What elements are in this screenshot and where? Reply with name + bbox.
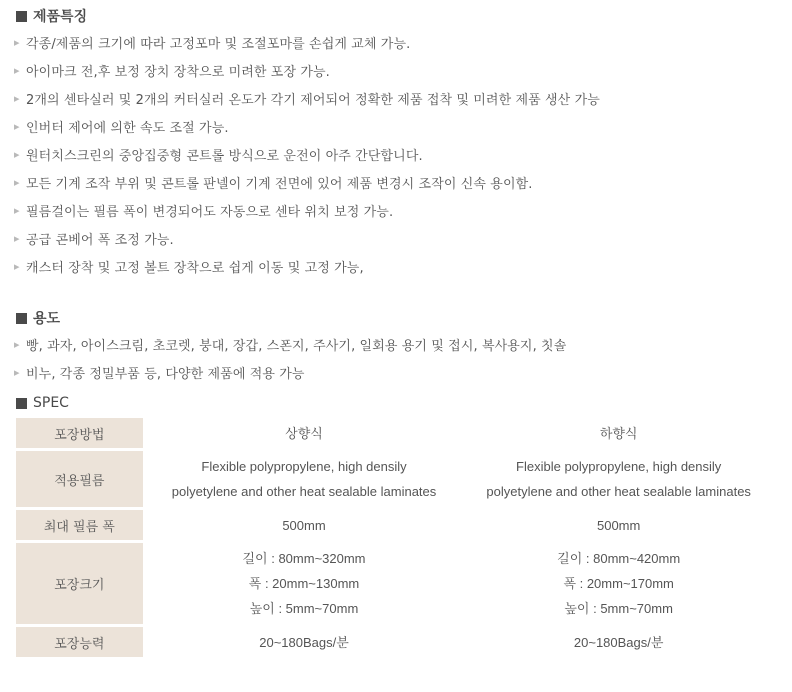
list-item: ▸ 캐스터 장착 및 고정 볼트 장착으로 쉽게 이동 및 고정 가능, [14, 259, 364, 276]
usage-heading [16, 308, 60, 328]
row-label: 최대 필름 폭 [16, 510, 147, 543]
table-row [16, 627, 776, 660]
list-item: ▸ 공급 콘베어 폭 조정 가능. [14, 231, 174, 248]
cell-downward: 500mm [461, 510, 776, 543]
list-item: ▸ 필름걸이는 필름 폭이 변경되어도 자동으로 센타 위치 보정 가능. [14, 203, 394, 220]
cell-upward: 상향식 [147, 418, 462, 451]
arrow-bullet-icon: ▸ [14, 91, 20, 105]
cell-upward: 20~180Bags/분 [147, 627, 462, 660]
row-label: 적용필름 [16, 451, 147, 510]
cell-upward: 길이 : 80mm~320mm 폭 : 20mm~130mm 높이 : 5mm~70mm [147, 543, 462, 627]
arrow-bullet-icon: ▸ [14, 35, 20, 49]
list-item: ▸ 비누, 각종 정밀부품 등, 다양한 제품에 적용 가능 [14, 365, 305, 382]
square-bullet-icon [16, 11, 27, 22]
cell-downward: Flexible polypropylene, high densily polyetylene and other heat sealable laminates [461, 451, 776, 510]
features-title: 제품특징 [33, 9, 88, 25]
square-bullet-icon [16, 398, 27, 409]
usage-list [14, 330, 784, 386]
spec-title: SPEC [33, 395, 69, 411]
arrow-bullet-icon: ▸ [14, 63, 20, 77]
list-item: ▸ 인버터 제어에 의한 속도 조절 가능. [14, 119, 229, 136]
arrow-bullet-icon: ▸ [14, 337, 20, 351]
features-list [14, 28, 784, 280]
list-item: ▸ 아이마크 전,후 보정 장치 장착으로 미려한 포장 가능. [14, 63, 330, 80]
cell-downward: 하향식 [461, 418, 776, 451]
usage-title: 용도 [33, 311, 61, 327]
list-item: ▸ 모든 기계 조작 부위 및 콘트롤 판넬이 기계 전면에 있어 제품 변경시 조작이 신속 용이함. [14, 175, 533, 192]
cell-upward: Flexible polypropylene, high densily polyetylene and other heat sealable laminates [147, 451, 462, 510]
cell-downward: 길이 : 80mm~420mm 폭 : 20mm~170mm 높이 : 5mm~70mm [461, 543, 776, 627]
arrow-bullet-icon: ▸ [14, 119, 20, 133]
arrow-bullet-icon: ▸ [14, 259, 20, 273]
square-bullet-icon [16, 313, 27, 324]
table-row [16, 418, 776, 451]
arrow-bullet-icon: ▸ [14, 365, 20, 379]
features-heading [16, 6, 87, 26]
row-label: 포장능력 [16, 627, 147, 660]
list-item: ▸ 빵, 과자, 아이스크림, 초코렛, 붕대, 장갑, 스폰지, 주사기, 일회용 용기 및 접시, 복사용지, 칫솔 [14, 337, 567, 354]
arrow-bullet-icon: ▸ [14, 147, 20, 161]
list-item: ▸ 2개의 센타실러 및 2개의 커터실러 온도가 각기 제어되어 정확한 제품 접착 및 미려한 제품 생산 가능 [14, 91, 600, 108]
arrow-bullet-icon: ▸ [14, 203, 20, 217]
arrow-bullet-icon: ▸ [14, 231, 20, 245]
row-label: 포장방법 [16, 418, 147, 451]
row-label: 포장크기 [16, 543, 147, 627]
table-row [16, 451, 776, 510]
list-item: ▸ 각종/제품의 크기에 따라 고정포마 및 조절포마를 손쉽게 교체 가능. [14, 35, 411, 52]
table-row [16, 510, 776, 543]
spec-table [16, 418, 776, 660]
table-row [16, 543, 776, 627]
list-item: ▸ 원터치스크린의 중앙집중형 콘트롤 방식으로 운전이 아주 간단합니다. [14, 147, 423, 164]
spec-heading [16, 393, 69, 413]
arrow-bullet-icon: ▸ [14, 175, 20, 189]
cell-upward: 500mm [147, 510, 462, 543]
cell-downward: 20~180Bags/분 [461, 627, 776, 660]
